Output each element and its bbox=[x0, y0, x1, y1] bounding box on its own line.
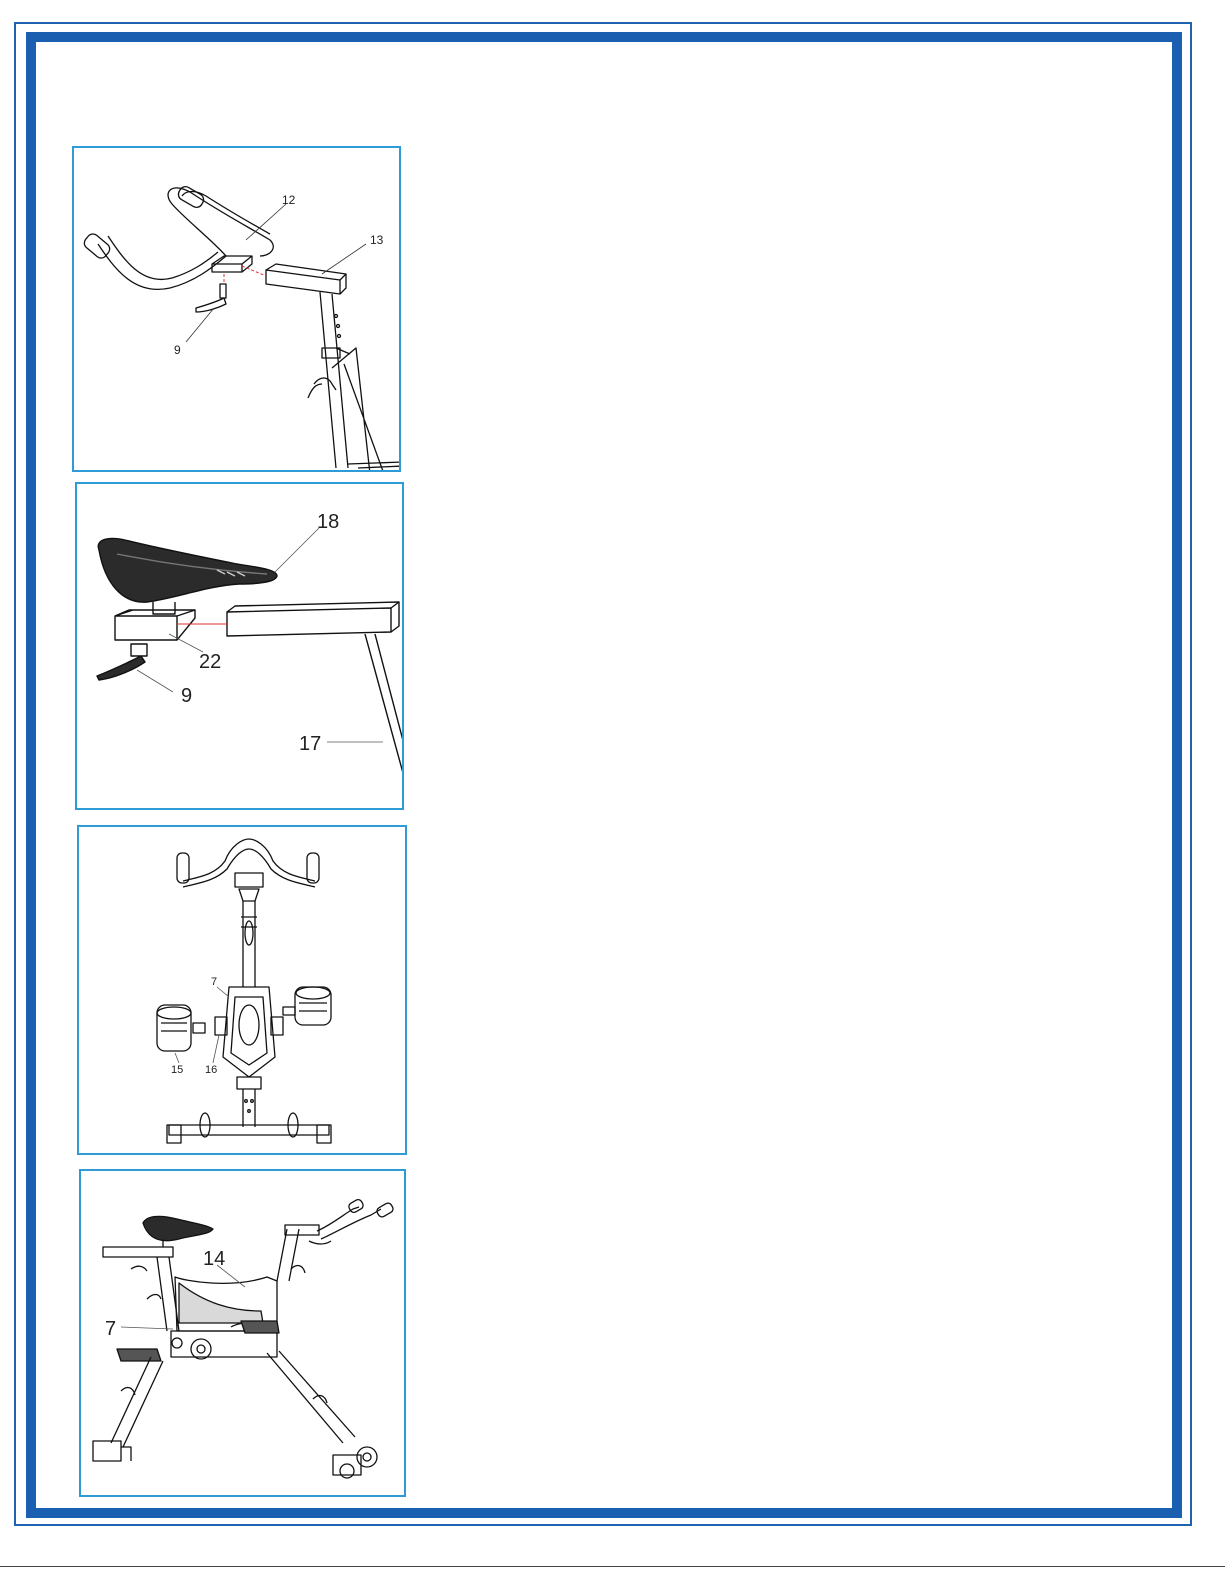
right-pedal-drawing bbox=[283, 987, 331, 1025]
callout-17: 17 bbox=[299, 733, 322, 755]
callout-9: 9 bbox=[174, 343, 181, 357]
saddle-drawing bbox=[98, 538, 277, 602]
page-bottom-rule bbox=[0, 1566, 1225, 1567]
chain-guard-assembly-figure bbox=[79, 1169, 406, 1497]
callout-9: 9 bbox=[181, 685, 193, 707]
callout-7: 7 bbox=[105, 1318, 117, 1340]
callout-22: 22 bbox=[199, 651, 222, 673]
seat-assembly-figure bbox=[75, 482, 404, 810]
callout-13: 13 bbox=[370, 233, 384, 247]
chain-guard-drawing bbox=[179, 1283, 263, 1323]
callout-18: 18 bbox=[317, 511, 340, 533]
saddle-side-drawing bbox=[143, 1216, 213, 1240]
callout-12: 12 bbox=[282, 193, 296, 207]
callout-16: 16 bbox=[205, 1064, 218, 1076]
handlebar-assembly-figure bbox=[72, 146, 401, 472]
callout-15: 15 bbox=[171, 1064, 184, 1076]
handlebar-front-drawing bbox=[183, 839, 315, 881]
callout-14: 14 bbox=[203, 1248, 226, 1270]
pedal-installation-figure bbox=[77, 825, 407, 1155]
callout-7: 7 bbox=[211, 976, 218, 988]
handlebar-side-drawing bbox=[317, 1207, 381, 1239]
left-pedal-drawing bbox=[157, 1005, 205, 1051]
